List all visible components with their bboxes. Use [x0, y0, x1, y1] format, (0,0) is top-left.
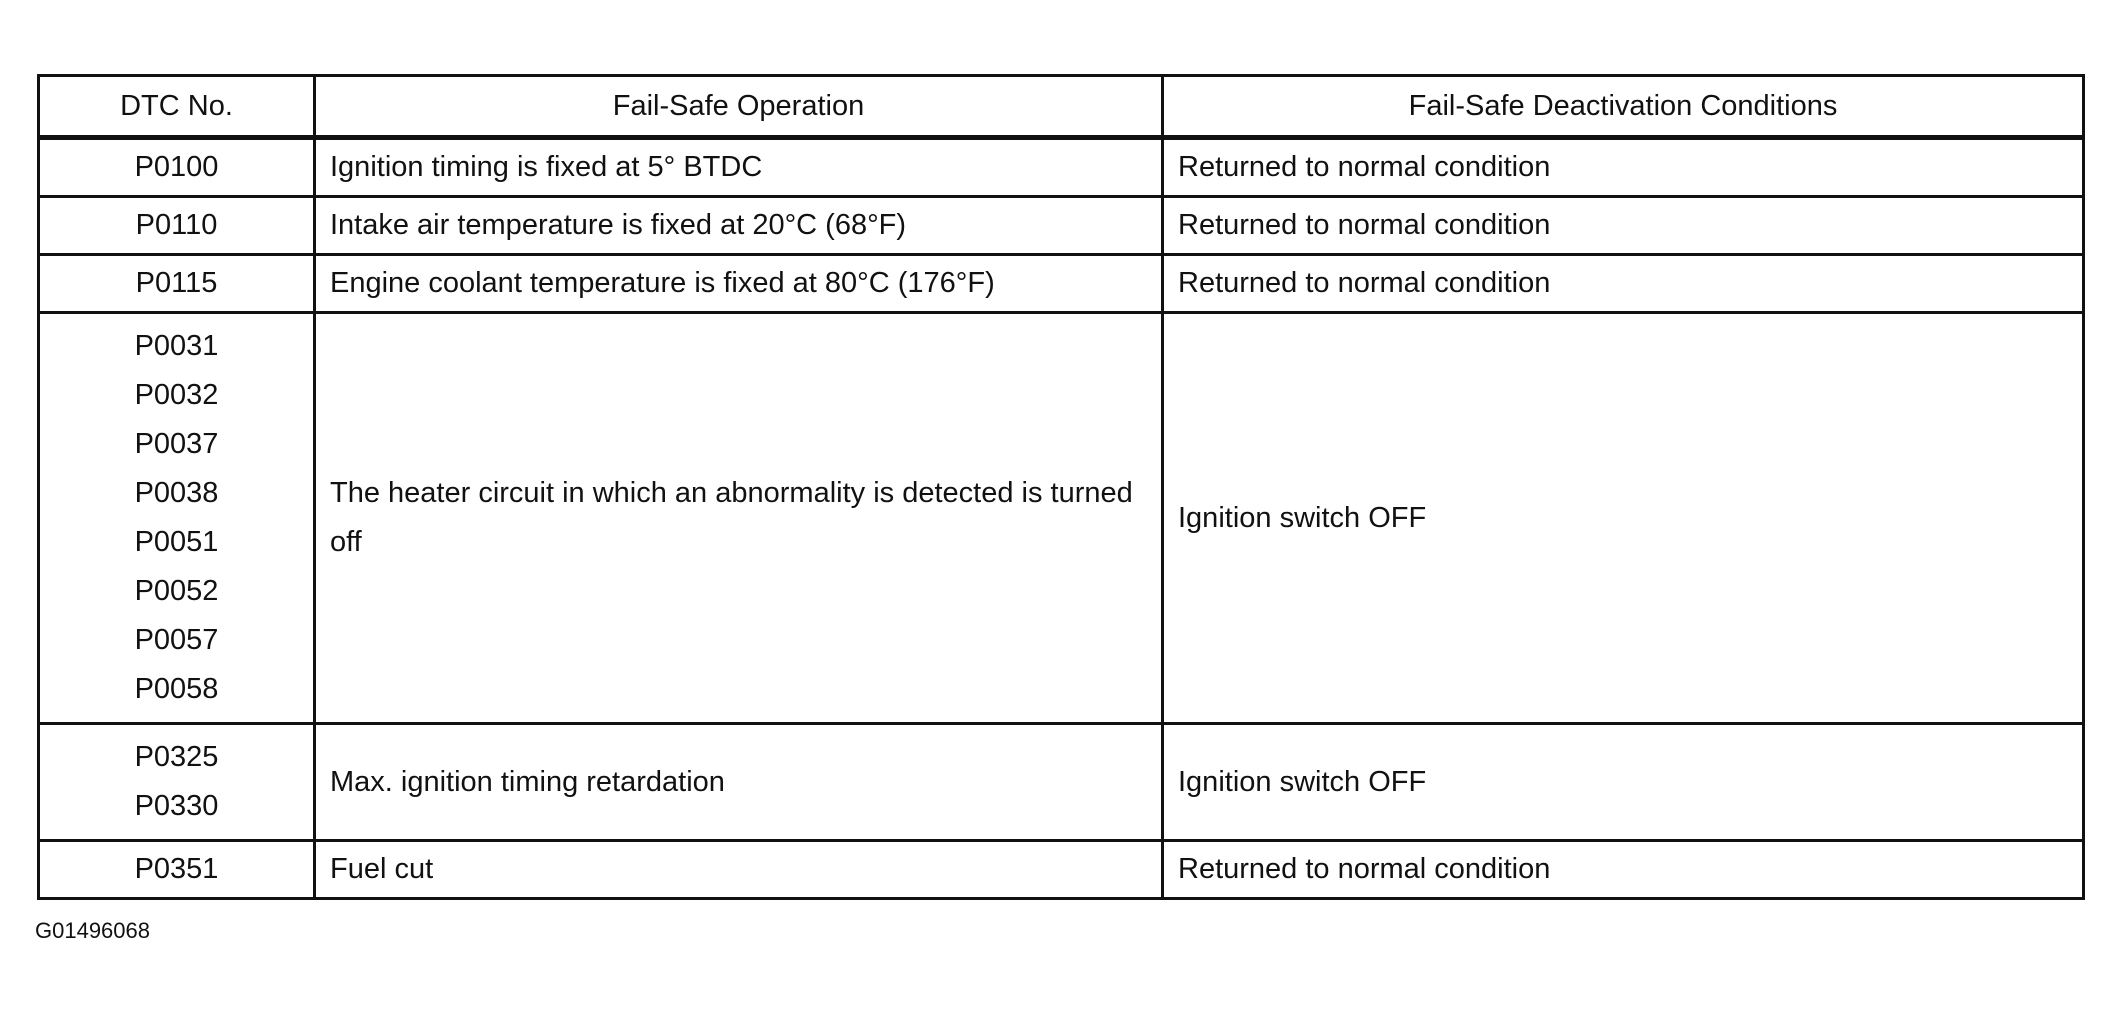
dtc-code: P0100 — [134, 151, 219, 183]
deactivation-cell: Returned to normal condition — [1163, 197, 2084, 255]
operation-cell: The heater circuit in which an abnormality is detected is turned off — [315, 313, 1163, 724]
dtc-code: P0032 — [134, 379, 219, 411]
dtc-code: P0037 — [134, 428, 219, 460]
dtc-cell — [39, 255, 315, 313]
dtc-cell — [39, 138, 315, 197]
table-row — [39, 255, 2084, 313]
operation-cell: Max. ignition timing retardation — [315, 724, 1163, 841]
table-row — [39, 313, 2084, 724]
table-header — [39, 76, 2084, 138]
dtc-code: P0057 — [134, 624, 219, 656]
dtc-cell — [39, 841, 315, 899]
header-operation: Fail-Safe Operation — [315, 76, 1163, 138]
dtc-code: P0052 — [134, 575, 219, 607]
dtc-code: P0058 — [134, 673, 219, 705]
dtc-code: P0051 — [134, 526, 219, 558]
dtc-code: P0351 — [134, 853, 219, 885]
header-deactivation: Fail-Safe Deactivation Conditions — [1163, 76, 2084, 138]
dtc-code: P0330 — [134, 790, 219, 822]
failsafe-table — [37, 74, 2085, 900]
operation-cell: Fuel cut — [315, 841, 1163, 899]
dtc-code: P0110 — [135, 209, 218, 241]
dtc-code: P0038 — [134, 477, 219, 509]
table-row — [39, 841, 2084, 899]
deactivation-cell: Returned to normal condition — [1163, 138, 2084, 197]
operation-cell: Intake air temperature is fixed at 20°C (68°F) — [315, 197, 1163, 255]
header-row — [39, 76, 2084, 138]
header-dtc: DTC No. — [39, 76, 315, 138]
dtc-code: P0031 — [134, 330, 219, 362]
deactivation-cell: Ignition switch OFF — [1163, 724, 2084, 841]
deactivation-cell: Returned to normal condition — [1163, 841, 2084, 899]
dtc-cell — [39, 724, 315, 841]
table-body — [39, 138, 2084, 899]
operation-cell: Ignition timing is fixed at 5° BTDC — [315, 138, 1163, 197]
dtc-cell — [39, 313, 315, 724]
figure-id: G01496068 — [35, 918, 150, 943]
deactivation-cell: Returned to normal condition — [1163, 255, 2084, 313]
dtc-code: P0325 — [134, 741, 219, 773]
table-row — [39, 197, 2084, 255]
deactivation-cell: Ignition switch OFF — [1163, 313, 2084, 724]
table-row — [39, 138, 2084, 197]
dtc-cell — [39, 197, 315, 255]
table-row — [39, 724, 2084, 841]
operation-cell: Engine coolant temperature is fixed at 80°C (176°F) — [315, 255, 1163, 313]
dtc-code: P0115 — [135, 267, 218, 299]
